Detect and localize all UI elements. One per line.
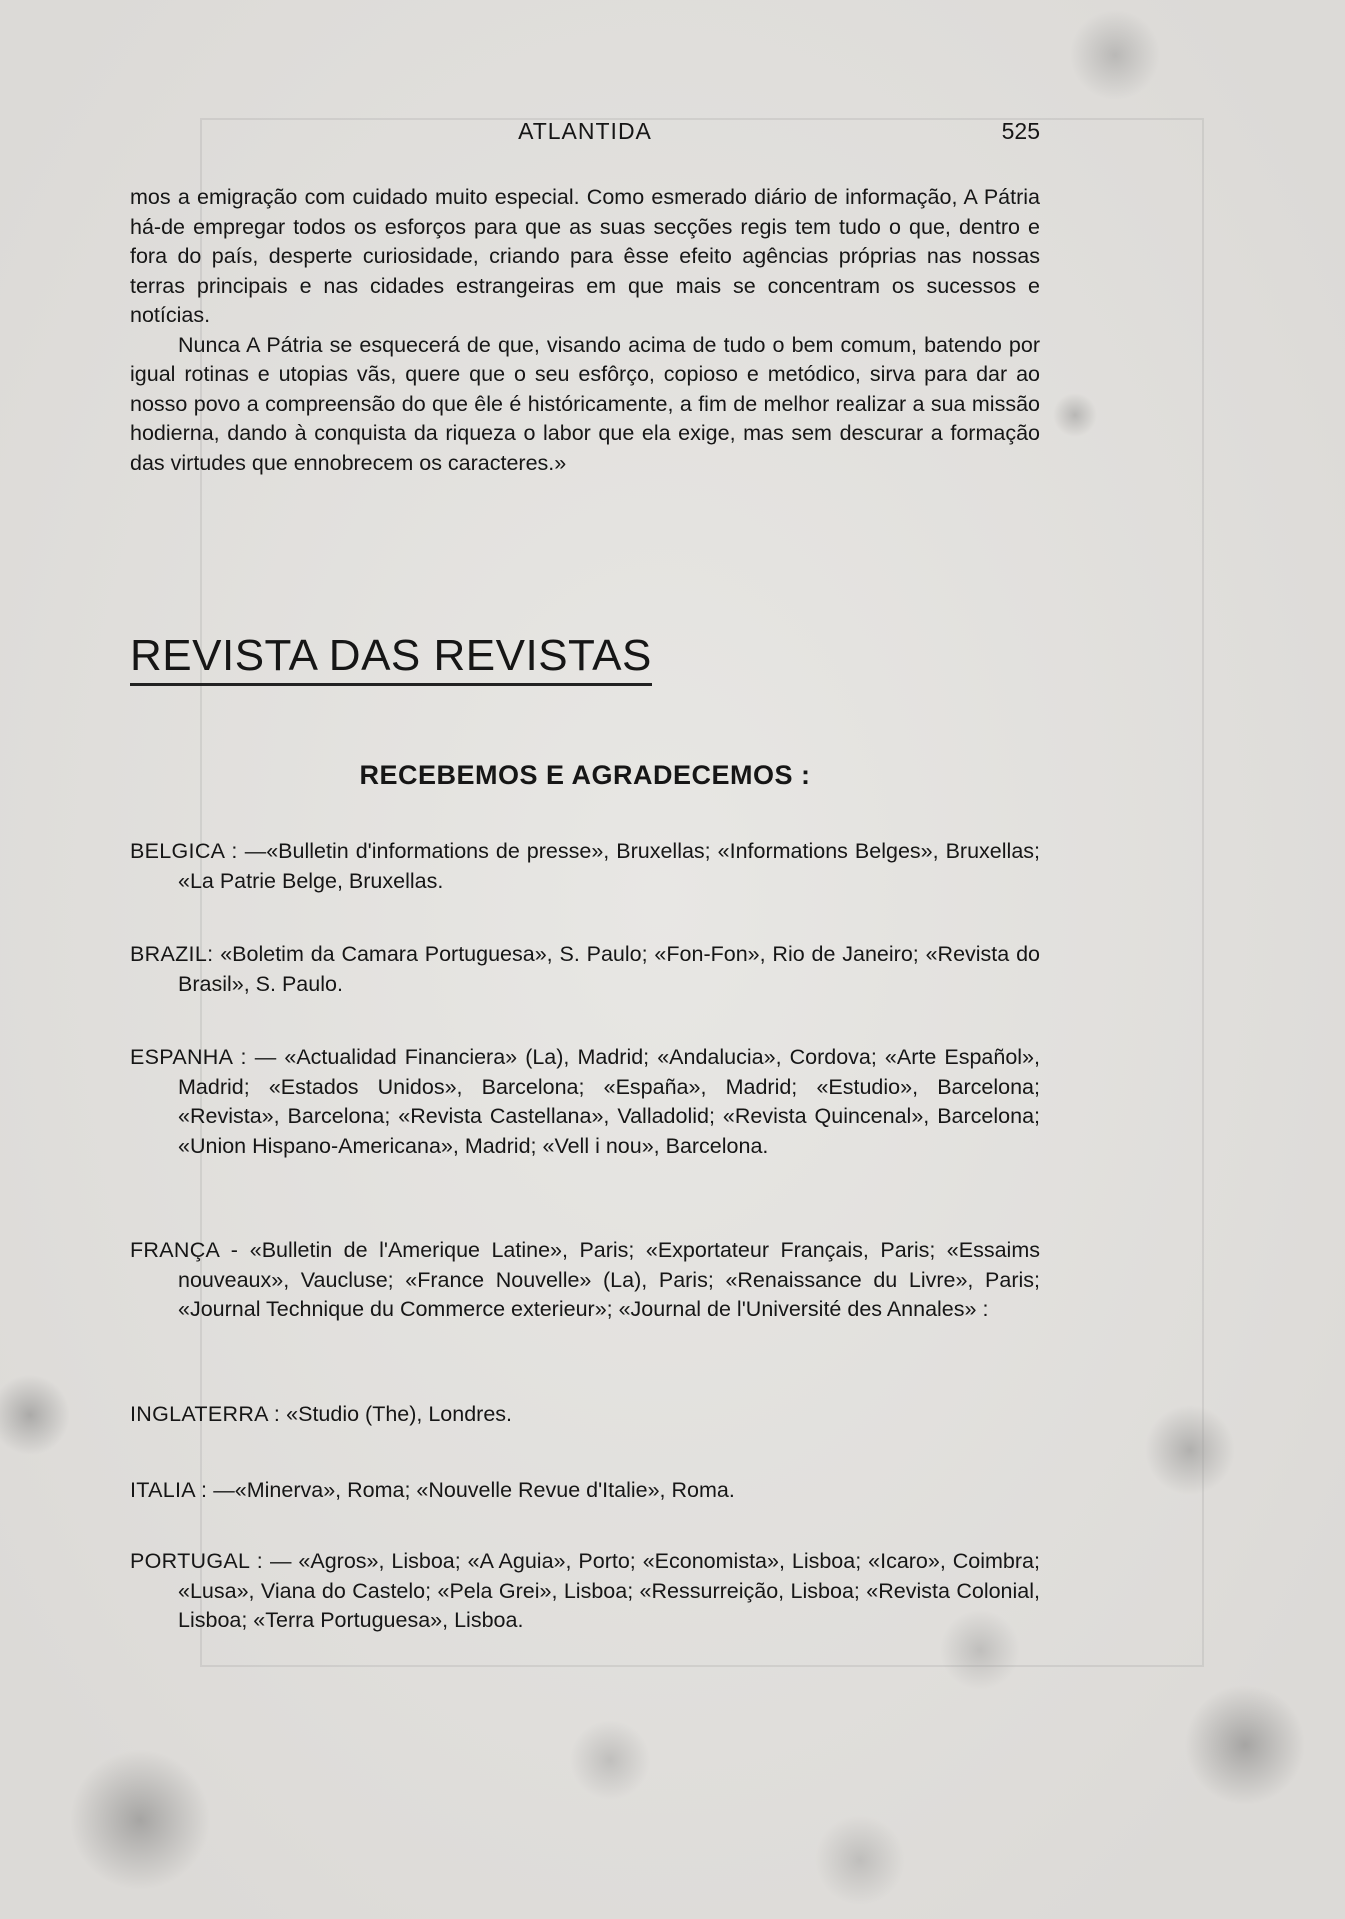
paragraph-2: Nunca A Pátria se esquecerá de que, visando acima de tudo o bem comum, batendo por igual rotinas e utopias vãs, quere que o seu esfôrço, copioso e metódico, sirva para dar ao nosso povo a compreensão do que êle é históricamente, a fim de melhor realizar a sua missão hodierna, dando à conquista da riqueza o labor que ela exige, mas sem descurar a formação das virtudes que ennobrecem os caracteres.» bbox=[130, 332, 1040, 475]
country-label: PORTUGAL : bbox=[130, 1549, 264, 1573]
entry-text: «Studio (The), Londres. bbox=[286, 1402, 513, 1426]
list-item-franca bbox=[130, 1236, 1040, 1325]
country-label: ITALIA : bbox=[130, 1478, 208, 1502]
entry-text: —«Minerva», Roma; «Nouvelle Revue d'Italie», Roma. bbox=[213, 1478, 735, 1502]
entry-text: —«Bulletin d'informations de presse», Bruxellas; «Informations Belges», Bruxellas; «La Patrie Belge, Bruxellas. bbox=[178, 839, 1040, 893]
country-label: BRAZIL: bbox=[130, 942, 214, 966]
entry-text: — «Actualidad Financiera» (La), Madrid; «Andalucia», Cordova; «Arte Español», Madrid; «Estados Unidos», Barcelona; «España», Madrid; «Estudio», Barcelona; «Revista», Barcelona; «Revista Castellana», Valladolid; «Revista Quincenal», Barcelona; «Union Hispano-Americana», Madrid; «Vell i nou», Barcelona. bbox=[178, 1045, 1040, 1158]
country-label: BELGICA : bbox=[130, 839, 238, 863]
page-number: 525 bbox=[1001, 118, 1040, 144]
list-item-italia bbox=[130, 1476, 1040, 1506]
paragraph-1: mos a emigração com cuidado muito especial. Como esmerado diário de informação, A Pátria há-de empregar todos os esforços para que as suas secções regis tem tudo o que, dentro e fora do país, desperte curiosidade, criando para êsse efeito agências próprias nas nossas terras principais e nas cidades estrangeiras em que mais se concentram os sucessos e notícias. bbox=[130, 185, 1040, 327]
list-item-belgica bbox=[130, 837, 1040, 896]
body-text bbox=[130, 183, 1040, 478]
running-head bbox=[130, 118, 1040, 152]
list-item-brazil bbox=[130, 940, 1040, 999]
country-label: FRANÇA - bbox=[130, 1238, 239, 1262]
list-item-espanha bbox=[130, 1043, 1040, 1161]
entry-text: «Boletim da Camara Portuguesa», S. Paulo; «Fon-Fon», Rio de Janeiro; «Revista do Brasil», S. Paulo. bbox=[178, 942, 1040, 996]
running-title: ATLANTIDA bbox=[518, 118, 652, 144]
entry-text: — «Agros», Lisboa; «A Aguia», Porto; «Economista», Lisboa; «Icaro», Coimbra; «Lusa», Viana do Castelo; «Pela Grei», Lisboa; «Ressurreição, Lisboa; «Revista Colonial, Lisboa; «Terra Portuguesa», Lisboa. bbox=[178, 1549, 1040, 1632]
country-label: INGLATERRA : bbox=[130, 1402, 281, 1426]
country-label: ESPANHA : bbox=[130, 1045, 247, 1069]
section-subheading: RECEBEMOS E AGRADECEMOS : bbox=[359, 760, 811, 790]
entry-text: «Bulletin de l'Amerique Latine», Paris; «Exportateur Français, Paris; «Essaims nouveaux», Vaucluse; «France Nouvelle» (La), Paris; «Renaissance du Livre», Paris; «Journal Technique du Commerce exterieur»; «Journal de l'Université des Annales» : bbox=[178, 1238, 1040, 1321]
section-heading: REVISTA DAS REVISTAS bbox=[130, 632, 652, 686]
list-item-inglaterra bbox=[130, 1400, 1040, 1430]
list-item-portugal bbox=[130, 1547, 1040, 1636]
